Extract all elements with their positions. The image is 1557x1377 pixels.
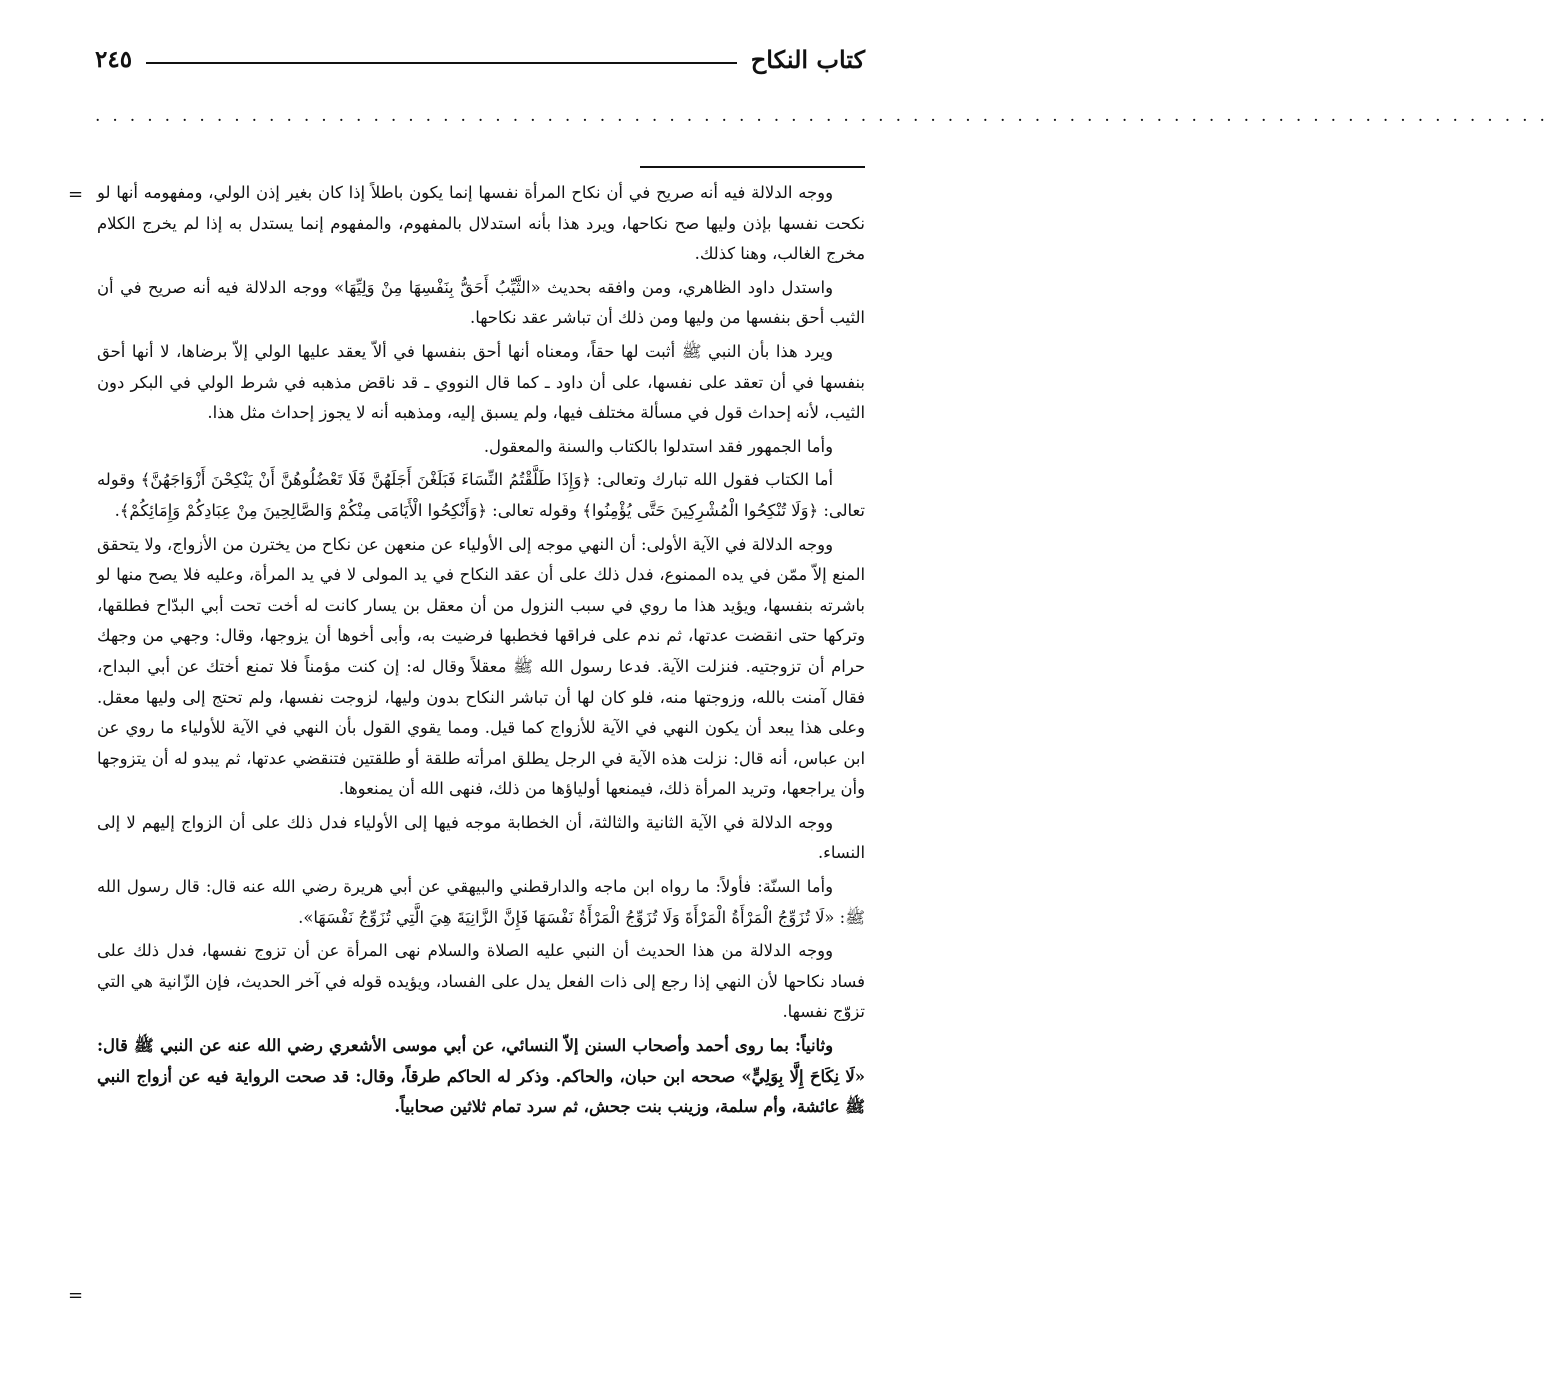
continuation-mark-bottom: =	[68, 1285, 84, 1306]
paragraph: ووجه الدلالة في الآية الثانية والثالثة، أن الخطابة موجه فيها إلى الأولياء فدل ذلك على أن الزواج إليهم لا إلى النساء.	[97, 812, 865, 863]
paragraph: ووجه الدلالة من هذا الحديث أن النبي عليه الصلاة والسلام نهى المرأة عن أن تزوج نفسها، فدل ذلك على فساد نكاحها لأن النهي إذا رجع إلى ذات الفعل يدل على الفساد، ويؤيده قوله في آخر الحديث، فإن الزّانية هي التي تزوّج نفسها.	[97, 941, 865, 1022]
paragraph: ووجه الدلالة فيه أنه صريح في أن نكاح المرأة نفسها إنما يكون باطلاً إذا كان بغير إذن الولي، ومفهومه أنها لو نكحت نفسها بإذن وليها صح نكاحها، ويرد هذا بأنه استدلال بالمفهوم، والمفهوم إنما يستدل به إذا لم يخرج الكلام مخرج الغالب، وهنا كذلك.	[97, 183, 865, 264]
paragraph: ويرد هذا بأن النبي ﷺ أثبت لها حقاً، ومعناه أنها أحق بنفسها في ألاّ يعقد عليها الولي إلاّ برضاها، لا أنها أحق بنفسها في أن تعقد على نفسها، على أن داود ـ كما قال النووي ـ قد ناقض مذهبه في شرط الولي في البكر دون الثيب، لأنه إحداث قول في مسألة مختلف فيها، ولم يسبق إليه، ومذهبه أنه لا يجوز إحداث مثل هذا.	[97, 341, 865, 423]
continuation-rule	[640, 166, 865, 168]
book-title: كتاب النكاح	[750, 44, 865, 74]
main-text	[97, 178, 865, 1126]
page-header	[95, 36, 865, 82]
paragraph: وثانياً: بما روى أحمد وأصحاب السنن إلاّ النسائي، عن أبي موسى الأشعري رضي الله عنه عن النبي ﷺ قال: «لَا نِكَاحَ إِلَّا بِوَلِيٍّ» صححه ابن حبان، والحاكم. وذكر له الحاكم طرقاً، وقال: قد صحت الرواية فيه عن أزواج النبي ﷺ عائشة، وأم سلمة، وزينب بنت جحش، ثم سرد تمام ثلاثين صحابياً.	[97, 1036, 865, 1117]
dotted-separator: ....................................................................................	[95, 106, 1557, 126]
continuation-mark-top: =	[68, 184, 84, 205]
header-rule	[146, 62, 737, 64]
paragraph: وأما الجمهور فقد استدلوا بالكتاب والسنة والمعقول.	[483, 436, 833, 456]
paragraph: وأما السنّة: فأولاً: ما رواه ابن ماجه والدارقطني والبيهقي عن أبي هريرة رضي الله عنه قال: قال رسول الله ﷺ: «لَا تُزَوِّجُ الْمَرْأَةُ الْمَرْأَةَ وَلَا تُزَوِّجُ الْمَرْأَةُ نَفْسَهَا فَإِنَّ الزَّانِيَةَ هِيَ الَّتِي تُزَوِّجُ نَفْسَهَا».	[97, 877, 865, 927]
paragraph: واستدل داود الظاهري، ومن وافقه بحديث «الثَّيِّبُ أَحَقُّ بِنَفْسِهَا مِنْ وَلِيِّهَا» ووجه الدلالة فيه أنه صريح في أن الثيب أحق بنفسها من وليها ومن ذلك أن تباشر عقد نكاحها.	[97, 277, 865, 328]
paragraph: ووجه الدلالة في الآية الأولى: أن النهي موجه إلى الأولياء عن منعهن عن نكاح من يخترن من الأزواج، ولا يتحقق المنع إلاّ ممّن في يده الممنوع، فدل ذلك على أن عقد النكاح في يد المولى لا في يد المرأة، وعليه فلا يصح منها لو باشرته بنفسها، ويؤيد هذا ما روي في سبب النزول من أن معقل بن يسار كانت له أخت تحت أبي البدّاح فطلقها، وتركها حتى انقضت عدتها، ثم ندم على فراقها فخطبها فرضيت به، وأبى أخوها أن يزوجها، وقال: وجهي من وجهك حرام أن تزوجتيه. فنزلت الآية. فدعا رسول الله ﷺ معقلاً وقال له: إن كنت مؤمناً فلا تمنع أختك عن أبي البداح، فقال آمنت بالله، وزوجتها منه، فلو كان لها أن تباشر النكاح بدون وليها، لزوجت نفسها، ولم تحتج إلى وليها معقل. وعلى هذا يبعد أن يكون النهي في الآية للأزواج كما قيل. ومما يقوي القول بأن النهي في الآية للأولياء ما روي عن ابن عباس، أنه قال: نزلت هذه الآية في الرجل يطلق امرأته طلقة أو طلقتين فتنقضي عدتها، ثم يبدو له أن يتزوجها وأن يراجعها، وتريد المرأة ذلك، فيمنعها أولياؤها من ذلك، فنهى الله أن يمنعوها.	[97, 534, 865, 799]
page-number: ٢٤٥	[95, 45, 133, 73]
paragraph: أما الكتاب فقول الله تبارك وتعالى: ﴿وَإِذَا طَلَّقْتُمُ النِّسَاءَ فَبَلَغْنَ أَجَلَهُنَّ فَلَا تَعْضُلُوهُنَّ أَنْ يَنْكِحْنَ أَزْوَاجَهُنَّ﴾ وقوله تعالى: ﴿وَلَا تُنْكِحُوا الْمُشْرِكِينَ حَتَّى يُؤْمِنُوا﴾ وقوله تعالى: ﴿وَأَنْكِحُوا الْأَيَامَى مِنْكُمْ وَالصَّالِحِينَ مِنْ عِبَادِكُمْ وَإِمَائِكُمْ﴾.	[97, 470, 865, 520]
